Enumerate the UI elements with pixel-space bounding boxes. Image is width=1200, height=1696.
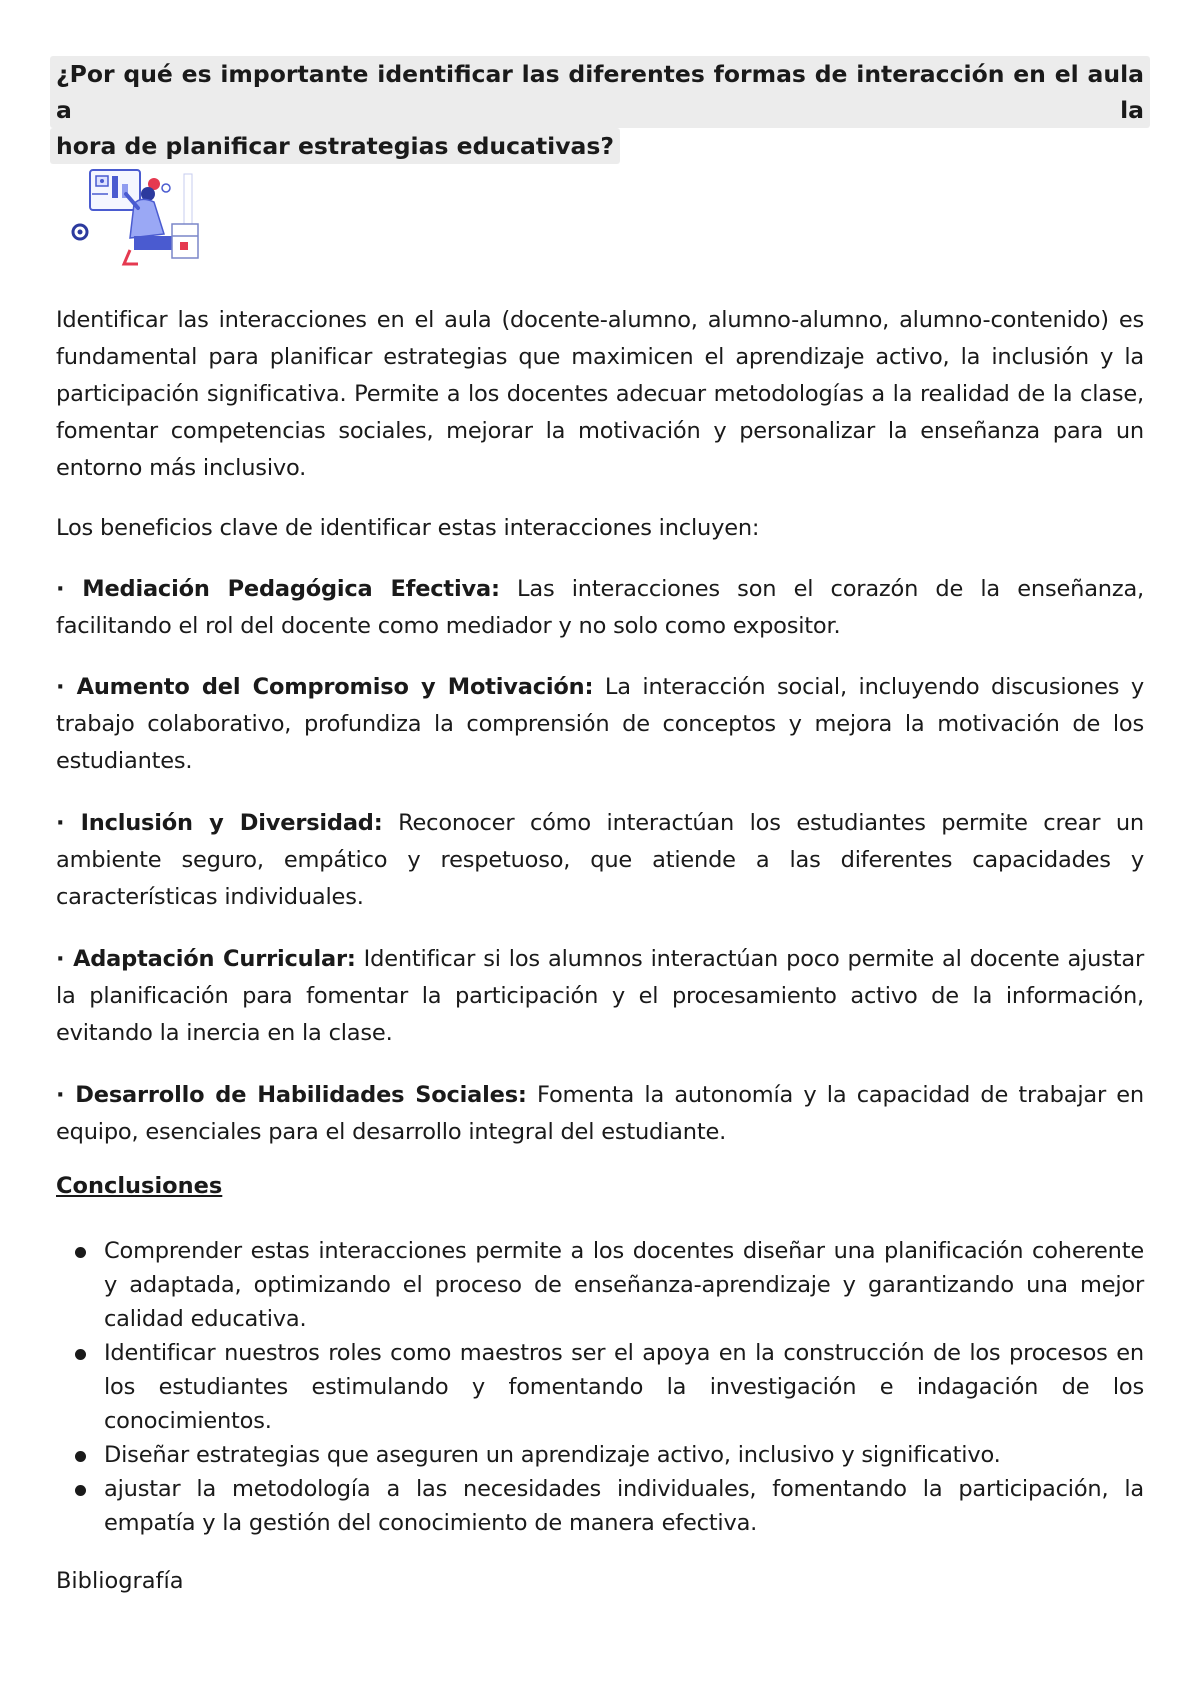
teacher-at-whiteboard-illustration — [68, 164, 216, 272]
benefit-title: · Inclusión y Diversidad: — [56, 810, 383, 836]
question-line-1: ¿Por qué es importante identificar las diferentes formas de interacción en el aula a la — [50, 56, 1150, 128]
list-item-text: Comprender estas interacciones permite a los docentes diseñar una planificación coherente y adaptada, optimizando el proceso de enseñanza-aprendizaje y garantizando una mejor calidad educativa. — [104, 1238, 1144, 1332]
conclusions-heading: Conclusiones — [56, 1173, 223, 1199]
bullet-icon — [75, 1485, 86, 1496]
benefit-text: Fomenta la autonomía y la capacidad de trabajar en equipo, esenciales para el desarrollo integral del estudiante. — [56, 1082, 1144, 1145]
benefit-text: Identificar si los alumnos interactúan poco permite al docente ajustar la planificación para fomentar la participación y el procesamiento activo de la información, evitando la inercia en la clase. — [56, 946, 1144, 1046]
benefit-title: · Mediación Pedagógica Efectiva: — [56, 576, 500, 602]
benefit-text: La interacción social, incluyendo discusiones y trabajo colaborativo, profundiza la comprensión de conceptos y mejora la motivación de los estudiantes. — [56, 674, 1144, 774]
benefit-item — [56, 669, 1144, 780]
benefit-item — [56, 805, 1144, 916]
benefit-item — [56, 941, 1144, 1052]
list-item — [56, 1336, 1144, 1438]
list-item — [56, 1438, 1144, 1472]
bibliography-label: Bibliografía — [56, 1568, 184, 1594]
list-item-text: Diseñar estrategias que aseguren un aprendizaje activo, inclusivo y significativo. — [104, 1442, 1001, 1468]
question-heading — [50, 56, 1150, 164]
benefit-title: · Desarrollo de Habilidades Sociales: — [56, 1082, 527, 1108]
benefit-text: Reconocer cómo interactúan los estudiantes permite crear un ambiente seguro, empático y respetuoso, que atiende a las diferentes capacidades y características individuales. — [56, 810, 1144, 910]
question-line-2: hora de planificar estrategias educativas? — [50, 128, 620, 164]
bullet-icon — [75, 1349, 86, 1360]
list-item — [56, 1234, 1144, 1336]
benefit-title: · Aumento del Compromiso y Motivación: — [56, 674, 594, 700]
benefit-title: · Adaptación Curricular: — [56, 946, 356, 972]
benefit-item — [56, 1077, 1144, 1151]
list-item-text: ajustar la metodología a las necesidades individuales, fomentando la participación, la empatía y la gestión del conocimiento de manera efectiva. — [104, 1476, 1144, 1536]
intro-paragraph: Identificar las interacciones en el aula (docente-alumno, alumno-alumno, alumno-contenido) es fundamental para planificar estrategias que maximicen el aprendizaje activo, la inclusión y la participación significativa. Permite a los docentes adecuar metodologías a la realidad de la clase, fomentar competencias sociales, mejorar la motivación y personalizar la enseñanza para un entorno más inclusivo. — [56, 307, 1144, 481]
benefits-intro: Los beneficios clave de identificar estas interacciones incluyen: — [56, 515, 760, 541]
list-item — [56, 1472, 1144, 1540]
bullet-icon — [75, 1451, 86, 1462]
list-item-text: Identificar nuestros roles como maestros ser el apoya en la construcción de los procesos en los estudiantes estimulando y fomentando la investigación e indagación de los conocimientos. — [104, 1340, 1144, 1434]
benefit-text: Las interacciones son el corazón de la enseñanza, facilitando el rol del docente como mediador y no solo como expositor. — [56, 576, 1145, 639]
benefit-item — [56, 571, 1144, 645]
conclusions-list — [56, 1234, 1144, 1540]
bullet-icon — [75, 1247, 86, 1258]
